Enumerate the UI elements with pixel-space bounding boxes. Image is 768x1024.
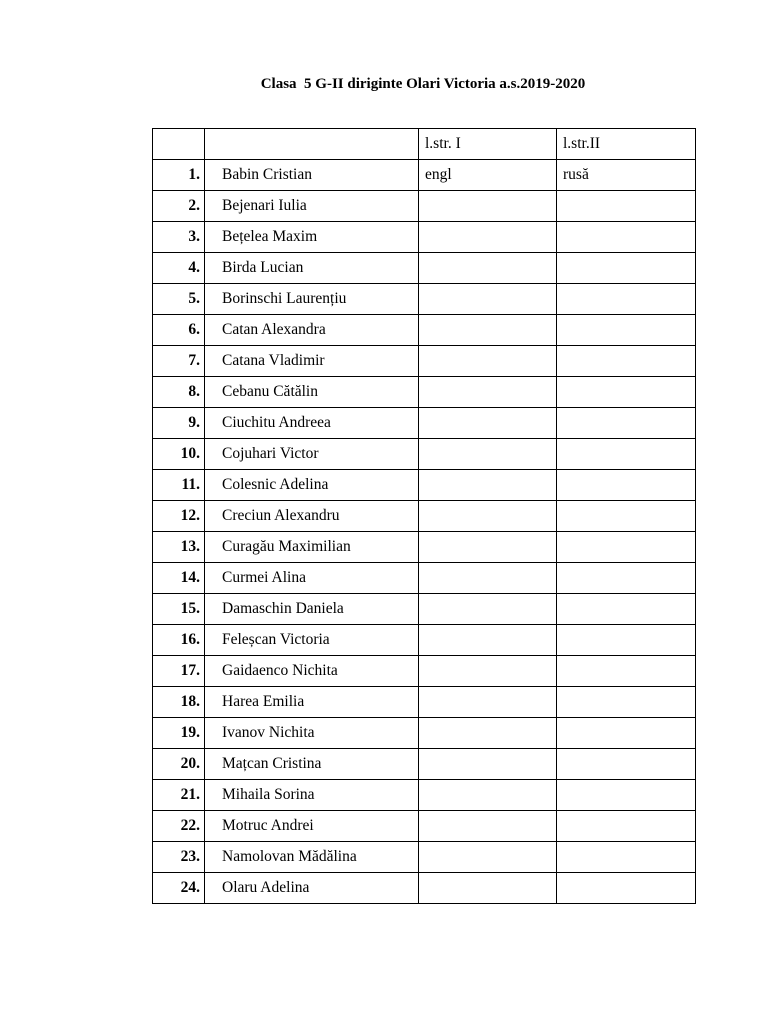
first-language-cell: [419, 780, 557, 811]
row-number-cell: 15.: [153, 594, 205, 625]
first-language-cell: [419, 408, 557, 439]
first-language-cell: [419, 284, 557, 315]
row-number-cell: 4.: [153, 253, 205, 284]
table-row: [153, 222, 696, 253]
first-language-cell: [419, 222, 557, 253]
second-language-cell: [557, 811, 696, 842]
row-number-cell: 14.: [153, 563, 205, 594]
student-name-cell: Catana Vladimir: [205, 346, 419, 377]
student-name-cell: Curagău Maximilian: [205, 532, 419, 563]
first-language-cell: [419, 501, 557, 532]
row-number-cell: 7.: [153, 346, 205, 377]
student-name-cell: Curmei Alina: [205, 563, 419, 594]
row-number-cell: 9.: [153, 408, 205, 439]
first-language-cell: [419, 656, 557, 687]
row-number-cell: 16.: [153, 625, 205, 656]
student-table: [152, 128, 696, 904]
student-table-body: [153, 129, 696, 904]
second-language-cell: [557, 749, 696, 780]
student-name-cell: Birda Lucian: [205, 253, 419, 284]
student-name-cell: Damaschin Daniela: [205, 594, 419, 625]
second-language-cell: [557, 625, 696, 656]
row-number-cell: 12.: [153, 501, 205, 532]
row-number-cell: 13.: [153, 532, 205, 563]
row-number-cell: 1.: [153, 160, 205, 191]
first-language-cell: [419, 532, 557, 563]
second-language-cell: [557, 284, 696, 315]
document-title: Clasa 5 G-II diriginte Olari Victoria a.s.2019-2020: [260, 76, 586, 92]
first-language-cell: [419, 315, 557, 346]
second-language-cell: [557, 718, 696, 749]
row-number-cell: 19.: [153, 718, 205, 749]
table-row: [153, 377, 696, 408]
student-name-cell: Catan Alexandra: [205, 315, 419, 346]
table-row: [153, 749, 696, 780]
table-row: [153, 563, 696, 594]
row-number-cell: 20.: [153, 749, 205, 780]
table-row: [153, 470, 696, 501]
first-language-cell: [419, 594, 557, 625]
row-number-cell: 5.: [153, 284, 205, 315]
second-language-cell: [557, 191, 696, 222]
student-name-cell: Motruc Andrei: [205, 811, 419, 842]
table-row: [153, 191, 696, 222]
table-row: [153, 811, 696, 842]
row-number-cell: 10.: [153, 439, 205, 470]
row-number-cell: 6.: [153, 315, 205, 346]
table-row: [153, 718, 696, 749]
table-row: [153, 842, 696, 873]
table-row: [153, 501, 696, 532]
first-language-cell: [419, 687, 557, 718]
first-language-cell: [419, 563, 557, 594]
header-lang2-cell: l.str.II: [557, 129, 696, 160]
student-name-cell: Ivanov Nichita: [205, 718, 419, 749]
second-language-cell: [557, 253, 696, 284]
second-language-cell: [557, 532, 696, 563]
first-language-cell: [419, 439, 557, 470]
second-language-cell: [557, 222, 696, 253]
table-row: [153, 873, 696, 904]
header-lang1-cell: l.str. I: [419, 129, 557, 160]
table-row: [153, 408, 696, 439]
second-language-cell: [557, 687, 696, 718]
second-language-cell: [557, 501, 696, 532]
student-name-cell: Cebanu Cătălin: [205, 377, 419, 408]
student-name-cell: Cojuhari Victor: [205, 439, 419, 470]
second-language-cell: [557, 563, 696, 594]
first-language-cell: [419, 873, 557, 904]
student-name-cell: Feleșcan Victoria: [205, 625, 419, 656]
student-name-cell: Olaru Adelina: [205, 873, 419, 904]
student-name-cell: Colesnic Adelina: [205, 470, 419, 501]
second-language-cell: [557, 842, 696, 873]
first-language-cell: engl: [419, 160, 557, 191]
table-row: [153, 780, 696, 811]
student-name-cell: Bețelea Maxim: [205, 222, 419, 253]
second-language-cell: [557, 656, 696, 687]
student-name-cell: Creciun Alexandru: [205, 501, 419, 532]
student-name-cell: Babin Cristian: [205, 160, 419, 191]
second-language-cell: [557, 377, 696, 408]
row-number-cell: 17.: [153, 656, 205, 687]
table-row: [153, 253, 696, 284]
row-number-cell: 3.: [153, 222, 205, 253]
table-row: [153, 625, 696, 656]
first-language-cell: [419, 718, 557, 749]
table-row: [153, 346, 696, 377]
first-language-cell: [419, 811, 557, 842]
table-header-row: [153, 129, 696, 160]
second-language-cell: [557, 594, 696, 625]
row-number-cell: 2.: [153, 191, 205, 222]
student-name-cell: Borinschi Laurențiu: [205, 284, 419, 315]
header-name-cell: [205, 129, 419, 160]
second-language-cell: [557, 780, 696, 811]
second-language-cell: [557, 470, 696, 501]
second-language-cell: [557, 439, 696, 470]
first-language-cell: [419, 749, 557, 780]
second-language-cell: rusă: [557, 160, 696, 191]
student-name-cell: Namolovan Mădălina: [205, 842, 419, 873]
student-name-cell: Mațcan Cristina: [205, 749, 419, 780]
table-row: [153, 315, 696, 346]
row-number-cell: 11.: [153, 470, 205, 501]
first-language-cell: [419, 470, 557, 501]
second-language-cell: [557, 408, 696, 439]
table-row: [153, 532, 696, 563]
row-number-cell: 23.: [153, 842, 205, 873]
student-name-cell: Bejenari Iulia: [205, 191, 419, 222]
student-name-cell: Harea Emilia: [205, 687, 419, 718]
table-row: [153, 656, 696, 687]
student-name-cell: Gaidaenco Nichita: [205, 656, 419, 687]
row-number-cell: 24.: [153, 873, 205, 904]
table-row: [153, 284, 696, 315]
first-language-cell: [419, 253, 557, 284]
table-row: [153, 439, 696, 470]
second-language-cell: [557, 315, 696, 346]
student-name-cell: Mihaila Sorina: [205, 780, 419, 811]
second-language-cell: [557, 873, 696, 904]
first-language-cell: [419, 191, 557, 222]
first-language-cell: [419, 842, 557, 873]
first-language-cell: [419, 625, 557, 656]
table-row: [153, 687, 696, 718]
row-number-cell: 8.: [153, 377, 205, 408]
row-number-cell: 21.: [153, 780, 205, 811]
student-name-cell: Ciuchitu Andreea: [205, 408, 419, 439]
table-row: [153, 160, 696, 191]
row-number-cell: 22.: [153, 811, 205, 842]
first-language-cell: [419, 346, 557, 377]
header-number-cell: [153, 129, 205, 160]
table-row: [153, 594, 696, 625]
row-number-cell: 18.: [153, 687, 205, 718]
second-language-cell: [557, 346, 696, 377]
first-language-cell: [419, 377, 557, 408]
